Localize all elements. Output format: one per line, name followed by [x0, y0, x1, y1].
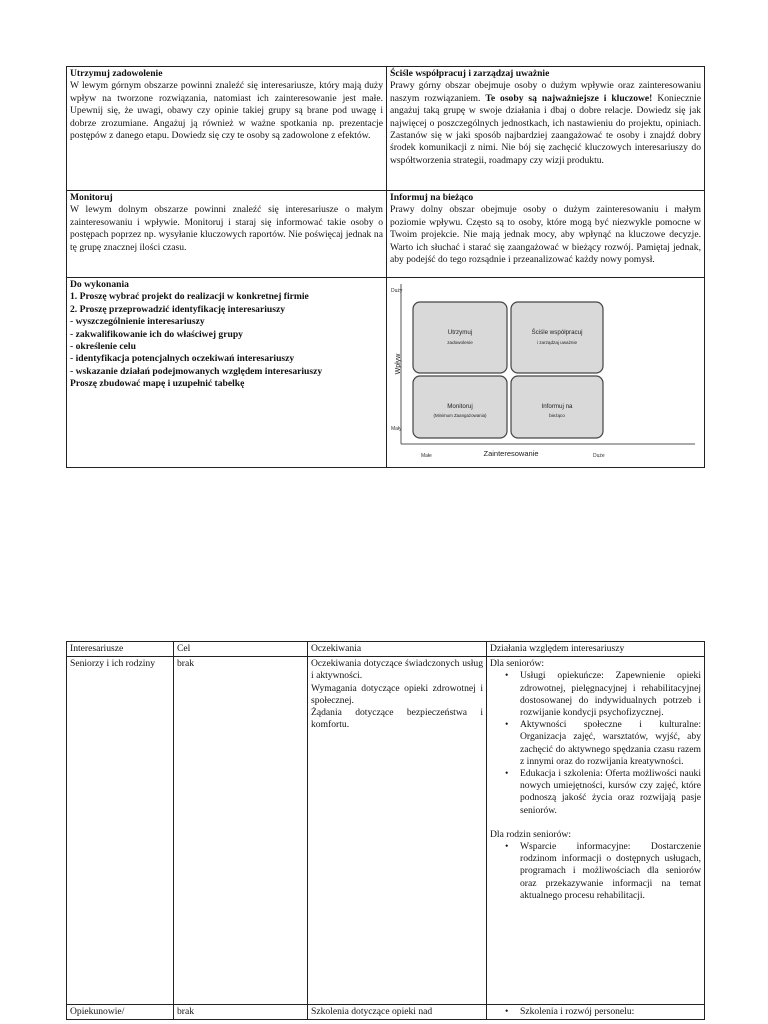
stakeholder-cell: Opiekunowie/	[67, 1005, 174, 1020]
column-header: Oczekiwania	[308, 642, 487, 657]
stakeholder-quadrant-table	[66, 66, 705, 468]
y-axis-label: Wpływ	[395, 353, 402, 375]
quadrant-title: Utrzymuj zadowolenie	[70, 68, 163, 79]
todo-item: - zakwalifikowanie ich do właściwej grupy	[70, 328, 243, 340]
x-high-label: Duże	[593, 453, 605, 459]
list-item: • Usługi opiekuńcze: Zapewnienie opieki zdrowotnej, pielęgnacyjnej i rehabilitacyjnej dostosowanej do indywidualnych potrzeb i rozwijanie kondycji psychofizycznej.	[520, 670, 701, 719]
group-heading: Dla seniorów:	[490, 658, 545, 670]
stakeholder-table	[66, 641, 705, 1020]
list-item: • Wsparcie informacyjne: Dostarczenie rodzinom informacji o dostępnych usługach, programach i możliwościach dla seniorów oraz przekazywanie informacji na temat aktualnego procesu rehabilitacji.	[520, 841, 701, 902]
quadrant-text: W lewym dolnym obszarze powinni znaleźć się interesariusze o małym zainteresowaniu i wpływie. Monitoruj i staraj się informować takie osoby o postępach poprzez np. wysyłanie kluczowych raportów. Nie poświęcaj jednak na tę grupę znacznej ilości czasu.	[70, 204, 383, 253]
stakeholder-map-diagram	[387, 278, 703, 466]
table-row	[67, 1005, 705, 1020]
group-heading: Dla rodzin seniorów:	[490, 828, 571, 840]
expectations-cell	[308, 657, 487, 1005]
table-row	[67, 657, 705, 1005]
expectation-text: Wymagania dotyczące opieki zdrowotnej i społecznej.	[311, 682, 483, 706]
list-item: • Edukacja i szkolenia: Oferta możliwości nauki nowych umiejętności, kursów czy zajęć, które podnoszą jakość życia oraz rozwijają pasje seniorów.	[520, 768, 701, 817]
box-subtitle: bieżąco	[549, 413, 565, 418]
x-axis-label: Zainteresowanie	[483, 449, 539, 458]
todo-title: Do wykonania	[70, 279, 129, 290]
stakeholder-cell: Seniorzy i ich rodziny	[67, 657, 174, 1005]
quadrant-bottom-right	[387, 191, 705, 278]
actions-cell	[487, 1005, 705, 1020]
quadrant-emphasis: Te osoby są najważniejsze i kluczowe!	[485, 92, 653, 104]
box-subtitle: i zarządzaj uważnie	[536, 340, 578, 345]
goal-cell: brak	[174, 1005, 308, 1020]
quadrant-title: Ściśle współpracuj i zarządzaj uważnie	[390, 68, 550, 79]
box-subtitle: zadowolenie	[447, 340, 473, 345]
table-header-row	[67, 642, 705, 657]
stakeholder-map-cell	[387, 278, 705, 468]
goal-cell: brak	[174, 657, 308, 1005]
todo-item: 1. Proszę wybrać projekt do realizacji w konkretnej firmie	[70, 291, 309, 303]
quadrant-top-left	[67, 67, 387, 191]
quadrant-text: Koniecznie angażuj taką grupę w swoje działania i dbaj o dobre relacje. Dowiedz się jak najwięcej o poszczególnych jednostkach, ich nastawieniu do projektu, opiniach. Zastanów się w jaki sposób najbardziej zaangażować te osoby i znajdź dobry środek komunikacji z nimi. Nie bój się zachęcić kluczowych interesariuszy do współtworzenia strategii, roadmapy czy wizji produktu.	[390, 92, 701, 166]
box-title: Ściśle współpracuj	[531, 329, 583, 336]
quadrant-top-right	[387, 67, 705, 191]
todo-item: - wyszczególnienie interesariuszy	[70, 316, 205, 328]
box-title: Monitoruj	[447, 403, 473, 410]
column-header: Działania względem interesariuszy	[487, 642, 705, 657]
expectation-text: Oczekiwania dotyczące świadczonych usług i aktywności.	[311, 658, 483, 682]
list-item: • Szkolenia i rozwój personelu:	[520, 1006, 701, 1018]
quadrant-title: Monitoruj	[70, 192, 113, 203]
actions-list	[490, 841, 701, 902]
quadrant-box-keep-satisfied	[413, 302, 507, 373]
quadrant-bottom-left	[67, 191, 387, 278]
quadrant-text: Prawy dolny obszar obejmuje osoby o dużym zainteresowaniu i małym poziomie wpływu. Często są to osoby, które mogą być niezwykle pomocne w Twoim projekcie. Nie mają jednak mocy, aby wpłynąć na kluczowe decyzje. Warto ich słuchać i starać się zaangażować w bieżący rozwój. Pamiętaj jednak, aby podejść do tego rozsądnie i przeanalizować każdy nowy pomysł.	[390, 204, 701, 266]
y-high-label: Duży	[391, 288, 403, 294]
column-header: Cel	[174, 642, 308, 657]
quadrant-text: W lewym górnym obszarze powinni znaleźć się interesariusze, który mają duży wpływ na tworzone rozwiązania, natomiast ich zainteresowanie jest małe. Upewnij się, że uwagi, obawy czy opinie takiej grupy są brane pod uwagę i dobrze zrozumiane. Angażuj ją również w ważne spotkania np. prezentacje postępów z danego etapu. Dowiedz się czy te osoby są zadowolone z efektów.	[70, 80, 383, 142]
expectations-cell: Szkolenia dotyczące opieki nad	[308, 1005, 487, 1020]
todo-item: - identyfikacja potencjalnych oczekiwań interesariuszy	[70, 353, 295, 365]
actions-list	[490, 670, 701, 816]
x-low-label: Małe	[421, 453, 432, 459]
box-title: Informuj na	[541, 403, 573, 410]
todo-cell	[67, 278, 387, 468]
box-title: Utrzymuj	[447, 329, 473, 336]
y-low-label: Mały	[391, 426, 402, 432]
list-item: • Aktywności społeczne i kulturalne: Organizacja zajęć, warsztatów, wyjść, aby zachęcić do aktywnego spędzania czasu razem z innymi oraz do rozwijania kreatywności.	[520, 719, 701, 768]
todo-item: - określenie celu	[70, 341, 136, 353]
actions-cell	[487, 657, 705, 1005]
todo-item: - wskazanie działań podejmowanych względem interesariuszy	[70, 365, 323, 377]
actions-list	[490, 1006, 701, 1018]
expectation-text: Żądania dotyczące bezpieczeństwa i komfortu.	[311, 707, 483, 731]
quadrant-box-manage-closely	[511, 302, 603, 373]
quadrant-text: Prawy górny obszar obejmuje osoby o dużym wpływie oraz zainteresowaniu naszym rozwiązaniem.	[390, 80, 701, 104]
quadrant-title: Informuj na bieżąco	[390, 192, 474, 203]
column-header: Interesariusze	[67, 642, 174, 657]
todo-item: Proszę zbudować mapę i uzupełnić tabelkę	[70, 378, 245, 390]
todo-item: 2. Proszę przeprowadzić identyfikację interesariuszy	[70, 303, 286, 315]
spacer	[490, 817, 701, 829]
box-subtitle: (Minimum Zaangażowania)	[433, 413, 487, 418]
